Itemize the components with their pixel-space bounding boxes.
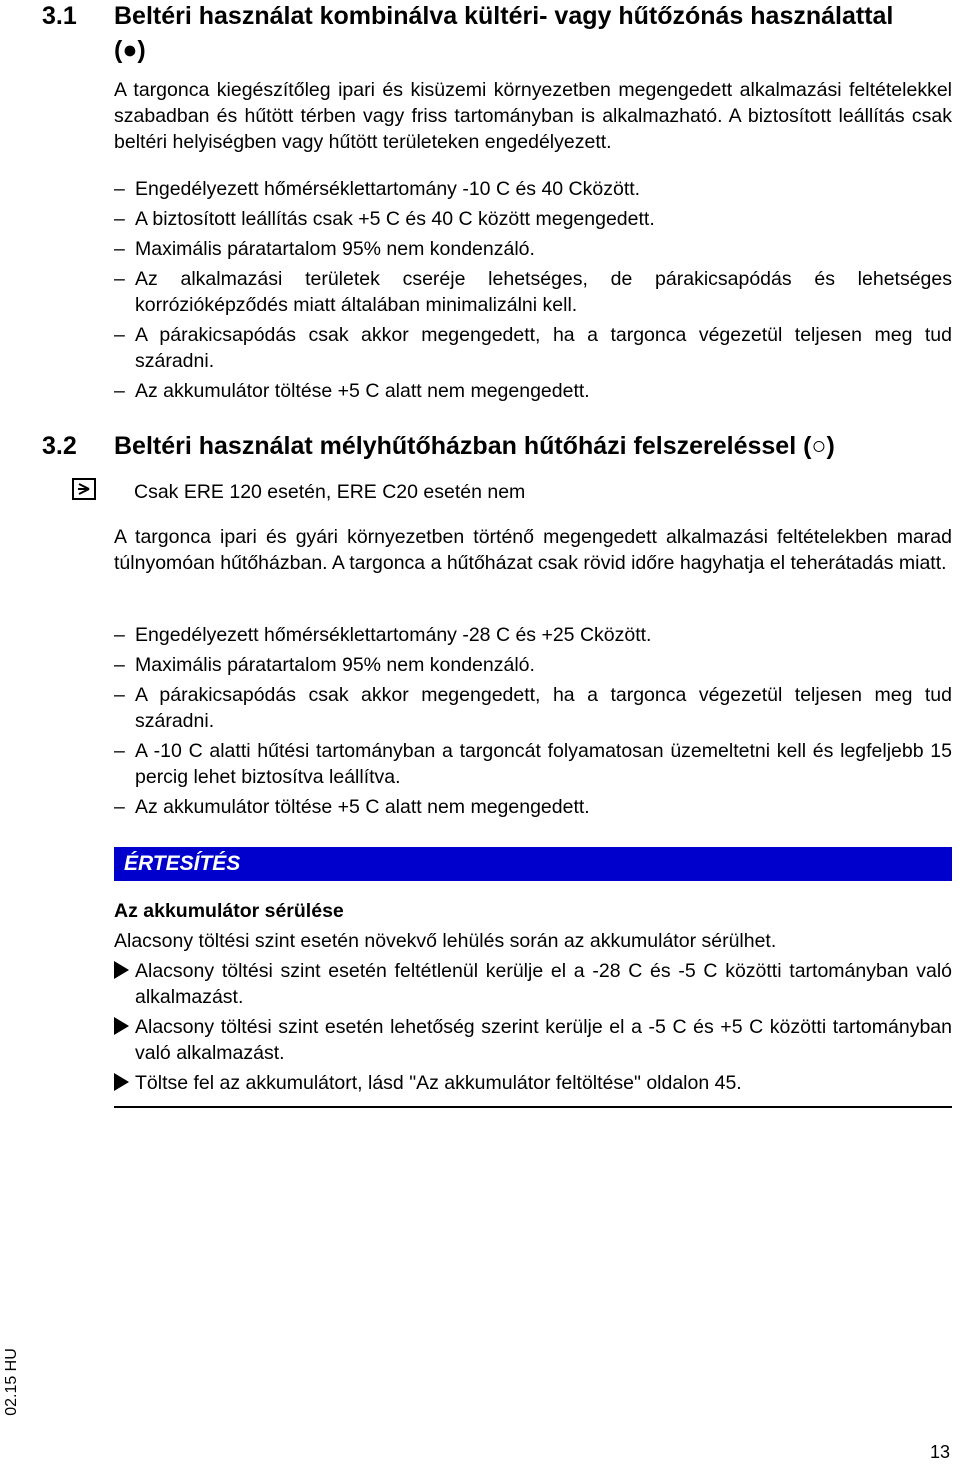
list-item-text: A párakicsapódás csak akkor megengedett, ha a targonca végezetül teljesen meg tud száradni. bbox=[135, 324, 952, 372]
dash-bullet: – bbox=[114, 208, 125, 230]
section-title-symbol: (●) bbox=[114, 36, 146, 64]
notice-banner: ÉRTESÍTÉS bbox=[114, 847, 952, 881]
dash-bullet: – bbox=[114, 324, 125, 346]
list-item bbox=[114, 958, 952, 1010]
section-number: 3.1 bbox=[42, 2, 77, 30]
list-item-text: A -10 C alatti hűtési tartományban a targoncát folyamatosan üzemeltetni kell és legfeljebb 15 percig lehet biztosítva leállítva. bbox=[135, 740, 952, 788]
list-item bbox=[114, 682, 952, 734]
list-item bbox=[114, 738, 952, 790]
dash-bullet: – bbox=[114, 178, 125, 200]
list-item bbox=[114, 176, 952, 202]
list-item-text: Maximális páratartalom 95% nem kondenzáló. bbox=[135, 654, 535, 676]
notice-text: Alacsony töltési szint esetén növekvő lehülés során az akkumulátor sérülhet. bbox=[114, 930, 777, 952]
list-item-text: Az akkumulátor töltése +5 C alatt nem megengedett. bbox=[135, 796, 590, 818]
date-code-text: 02.15 HU bbox=[3, 1348, 20, 1416]
dash-bullet: – bbox=[114, 238, 125, 260]
list-item bbox=[114, 206, 952, 232]
section-1-list bbox=[114, 176, 952, 408]
triangle-bullet-icon bbox=[114, 1073, 129, 1091]
notice-list bbox=[114, 958, 952, 1100]
arrow-note-icon bbox=[72, 478, 96, 500]
section-number: 3.2 bbox=[42, 432, 77, 460]
notice-heading: Az akkumulátor sérülése bbox=[114, 900, 344, 922]
dash-bullet: – bbox=[114, 380, 125, 402]
dash-bullet: – bbox=[114, 268, 125, 290]
list-item bbox=[114, 266, 952, 318]
list-item-text: A biztosított leállítás csak +5 C és 40 C között megengedett. bbox=[135, 208, 655, 230]
list-item-text: Engedélyezett hőmérséklettartomány -10 C és 40 Cközött. bbox=[135, 178, 641, 200]
list-item-text: Alacsony töltési szint esetén feltétlenül kerülje el a -28 C és -5 C közötti tartományban való alkalmazást. bbox=[135, 960, 952, 1008]
list-item bbox=[114, 322, 952, 374]
list-item bbox=[114, 794, 952, 820]
list-item bbox=[114, 1070, 952, 1096]
section-heading-3-2 bbox=[42, 430, 835, 462]
note-text: Csak ERE 120 esetén, ERE C20 esetén nem bbox=[134, 481, 526, 503]
list-item bbox=[114, 236, 952, 262]
list-item bbox=[114, 1014, 952, 1066]
list-item bbox=[114, 622, 952, 648]
list-item-text: Maximális páratartalom 95% nem kondenzáló. bbox=[135, 238, 535, 260]
list-item-text: A párakicsapódás csak akkor megengedett, ha a targonca végezetül teljesen meg tud száradni. bbox=[135, 684, 952, 732]
section-2-paragraph: A targonca ipari és gyári környezetben történő megengedett alkalmazási feltételekben marad túlnyomóan hűtőházban. A targonca a hűtőházat csak rövid időre hagyhatja el teherátadás miatt. bbox=[114, 526, 952, 574]
list-item-text: Engedélyezett hőmérséklettartomány -28 C és +25 Cközött. bbox=[135, 624, 652, 646]
triangle-bullet-icon bbox=[114, 961, 129, 979]
list-item-text: Az alkalmazási területek cseréje lehetséges, de párakicsapódás és lehetséges korrózióképződés miatt általában minimalizálni kell. bbox=[135, 268, 952, 316]
dash-bullet: – bbox=[114, 624, 125, 646]
section-title: Beltéri használat mélyhűtőházban hűtőházi felszereléssel (○) bbox=[114, 432, 835, 460]
list-item bbox=[114, 652, 952, 678]
section-2-list bbox=[114, 622, 952, 824]
section-1-paragraph: A targonca kiegészítőleg ipari és kisüzemi környezetben megengedett alkalmazási feltételekkel szabadban és hűtött térben vagy friss tartományban is alkalmazható. A biztosított leállítás csak beltéri helyiségben vagy hűtött területeken engedélyezett. bbox=[114, 79, 952, 153]
dash-bullet: – bbox=[114, 654, 125, 676]
list-item bbox=[114, 378, 952, 404]
section-heading-3-1 bbox=[42, 0, 893, 32]
side-date-code bbox=[0, 1345, 24, 1425]
triangle-bullet-icon bbox=[114, 1017, 129, 1035]
dash-bullet: – bbox=[114, 796, 125, 818]
list-item-text: Töltse fel az akkumulátort, lásd "Az akkumulátor feltöltése" oldalon 45. bbox=[135, 1072, 742, 1094]
dash-bullet: – bbox=[114, 684, 125, 706]
list-item-text: Alacsony töltési szint esetén lehetőség szerint kerülje el a -5 C és +5 C közötti tartományban való alkalmazást. bbox=[135, 1016, 952, 1064]
page-number: 13 bbox=[929, 1442, 950, 1462]
list-item-text: Az akkumulátor töltése +5 C alatt nem megengedett. bbox=[135, 380, 590, 402]
divider bbox=[114, 1106, 952, 1108]
section-title: Beltéri használat kombinálva kültéri- vagy hűtőzónás használattal bbox=[114, 2, 894, 30]
dash-bullet: – bbox=[114, 740, 125, 762]
